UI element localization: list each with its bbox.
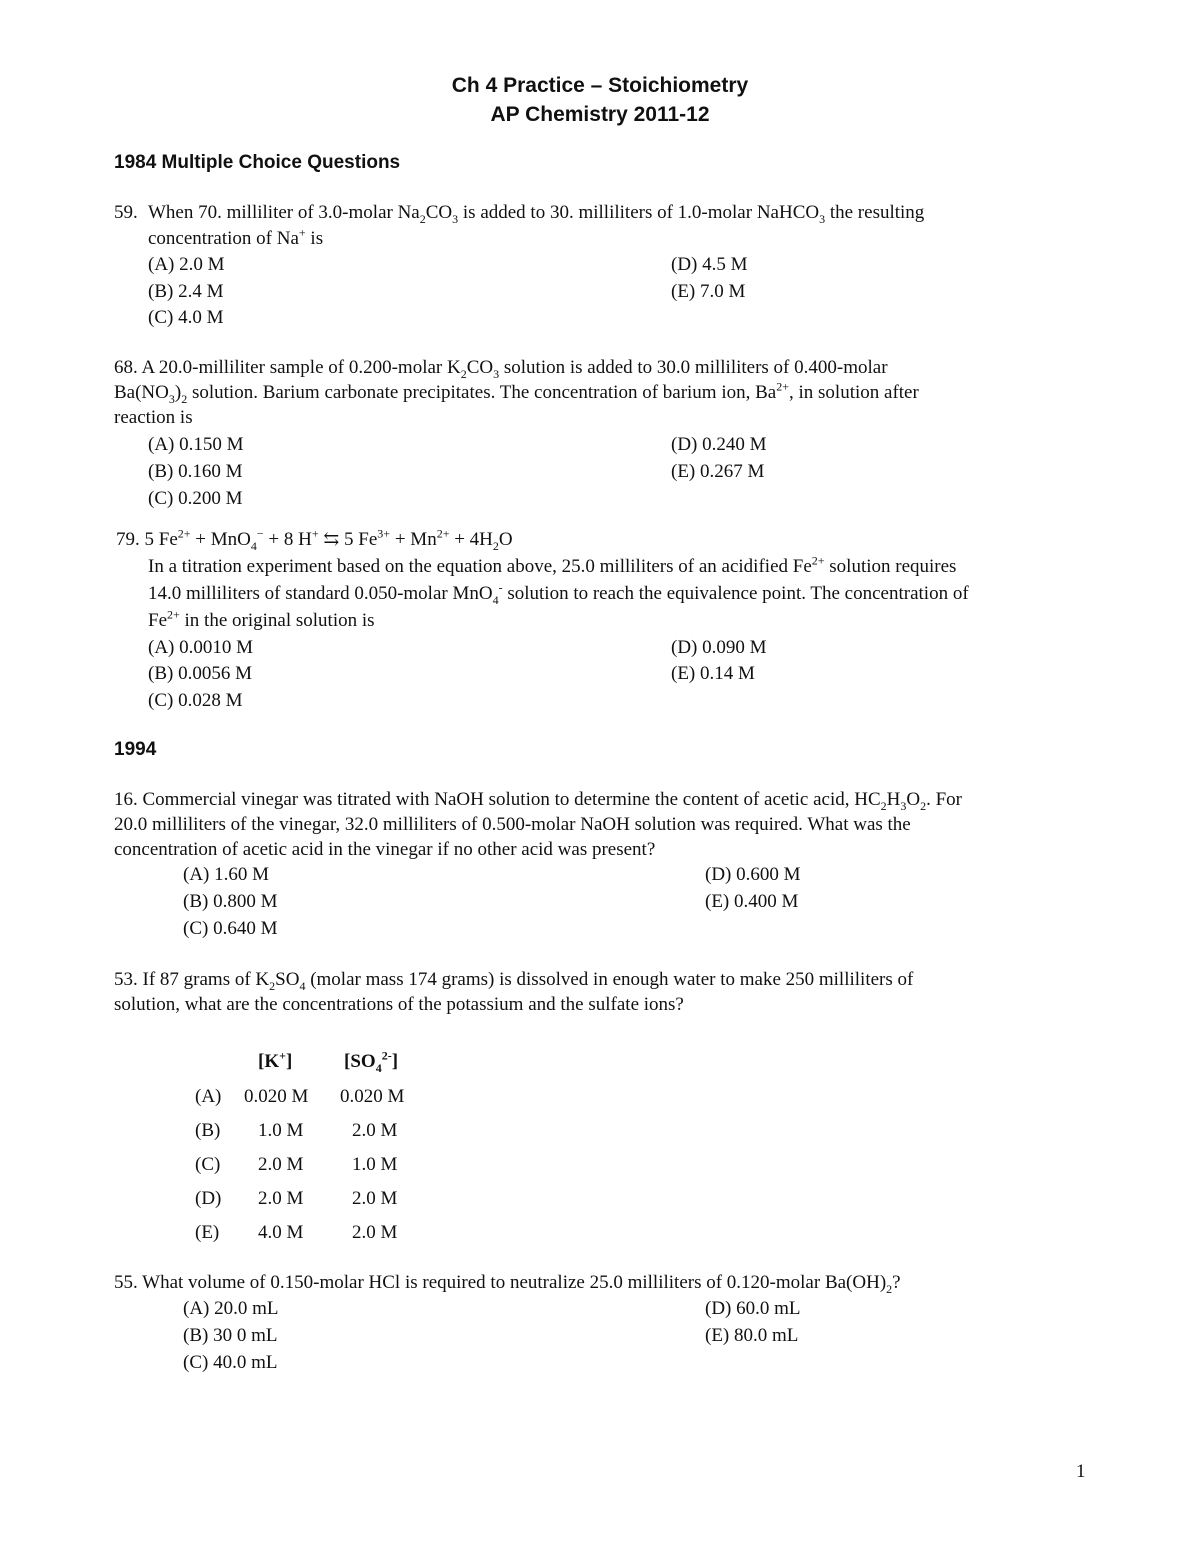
question-59-option-e: (E) 7.0 M xyxy=(671,281,746,302)
question-55-option-a: (A) 20.0 mL xyxy=(183,1298,279,1319)
question-53-row-e-option: (E) xyxy=(195,1222,220,1243)
question-79-line-3: $Fe^{2+}$ in the original solution is xyxy=(148,607,375,631)
question-55-option-b: (B) 30 0 mL xyxy=(183,1325,278,1346)
question-53-row-a-option: (A) xyxy=(195,1086,222,1107)
question-79-line-1: In a titration experiment based on the equation above, 25.0 milliliters of an acidified $Fe^{2+}$ solution requires xyxy=(148,553,957,577)
question-55-option-e: (E) 80.0 mL xyxy=(705,1325,799,1346)
question-53-row-a-k: 0.020 M xyxy=(244,1086,309,1107)
question-68-line-1: 68. A 20.0-milliliter sample of 0.200-molar $K_2CO_3$ solution is added to 30.0 milliliters of 0.400-molar xyxy=(114,357,888,381)
question-16-option-c: (C) 0.640 M xyxy=(183,918,278,939)
question-59-line-1: When 70. milliliter of 3.0-molar $Na_2CO_3$ is added to 30. milliliters of 1.0-molar NaHCO$_3$ the resulting xyxy=(148,202,925,226)
question-16-line-2: 20.0 milliliters of the vinegar, 32.0 milliliters of 0.500-molar NaOH solution was required. What was the xyxy=(114,814,911,835)
question-59-option-d: (D) 4.5 M xyxy=(671,254,748,275)
question-55-option-d: (D) 60.0 mL xyxy=(705,1298,801,1319)
question-16-option-d: (D) 0.600 M xyxy=(705,864,801,885)
section-heading-1994: 1994 xyxy=(114,739,157,760)
question-53-header-k: [K+] xyxy=(258,1048,293,1072)
question-53-row-c-so4: 1.0 M xyxy=(352,1154,398,1175)
question-53-row-d-so4: 2.0 M xyxy=(352,1188,398,1209)
question-68-option-b: (B) 0.160 M xyxy=(148,461,243,482)
question-68-line-3: reaction is xyxy=(114,407,193,428)
question-79-equation: 79. 5 $Fe^{2+} + MnO_4^- + 8$ H+ ⇆ 5 $Fe^{3+} + Mn^{2+} + 4H_2O$ xyxy=(116,526,513,553)
question-53-line-1: 53. If 87 grams of $K_2SO_4$ (molar mass 174 grams) is dissolved in enough water to make 250 milliliters of xyxy=(114,969,914,993)
question-79-option-c: (C) 0.028 M xyxy=(148,690,243,711)
question-79-option-e: (E) 0.14 M xyxy=(671,663,755,684)
question-59-option-a: (A) 2.0 M xyxy=(148,254,225,275)
question-53-row-b-so4: 2.0 M xyxy=(352,1120,398,1141)
question-53-row-a-so4: 0.020 M xyxy=(340,1086,405,1107)
question-53-row-d-k: 2.0 M xyxy=(258,1188,304,1209)
question-68-option-c: (C) 0.200 M xyxy=(148,488,243,509)
question-53-header-so4: $[SO_4^{2-}]$ xyxy=(344,1048,399,1075)
section-heading-1984: 1984 Multiple Choice Questions xyxy=(114,152,401,173)
question-16-line-1: 16. Commercial vinegar was titrated with NaOH solution to determine the content of acetic acid, $HC_2H_3O_2$. For xyxy=(114,789,963,813)
question-53-row-e-k: 4.0 M xyxy=(258,1222,304,1243)
question-16-option-e: (E) 0.400 M xyxy=(705,891,799,912)
question-53-line-2: solution, what are the concentrations of the potassium and the sulfate ions? xyxy=(114,994,684,1015)
page-title: Ch 4 Practice – Stoichiometry xyxy=(451,74,749,97)
question-68-line-2: $Ba(NO_3)_2$ solution. Barium carbonate precipitates. The concentration of barium ion, $Ba^{2+}$, in solution after xyxy=(114,379,919,406)
question-16-option-a: (A) 1.60 M xyxy=(183,864,270,885)
question-53-row-e-so4: 2.0 M xyxy=(352,1222,398,1243)
question-53-row-b-option: (B) xyxy=(195,1120,221,1141)
page-subtitle: AP Chemistry 2011-12 xyxy=(490,103,710,126)
question-59-number: 59. xyxy=(114,202,138,223)
question-53-row-d-option: (D) xyxy=(195,1188,222,1209)
question-59-option-b: (B) 2.4 M xyxy=(148,281,224,302)
page-number: 1 xyxy=(1076,1461,1086,1482)
question-79-option-b: (B) 0.0056 M xyxy=(148,663,252,684)
question-59-line-2: concentration of Na+ is xyxy=(148,225,324,249)
question-55-option-c: (C) 40.0 mL xyxy=(183,1352,278,1373)
question-55-line-1: 55. What volume of 0.150-molar HCl is required to neutralize 25.0 milliliters of 0.120-molar $Ba(OH)_2$? xyxy=(114,1272,901,1296)
question-59-option-c: (C) 4.0 M xyxy=(148,307,224,328)
question-16-line-3: concentration of acetic acid in the vinegar if no other acid was present? xyxy=(114,839,656,860)
question-79-option-d: (D) 0.090 M xyxy=(671,637,767,658)
question-53-row-b-k: 1.0 M xyxy=(258,1120,304,1141)
question-79-line-2: 14.0 milliliters of standard 0.050-molar MnO$_4$- solution to reach the equivalence point. The concentration of xyxy=(148,580,969,607)
question-53-row-c-option: (C) xyxy=(195,1154,221,1175)
question-68-option-a: (A) 0.150 M xyxy=(148,434,244,455)
question-68-option-e: (E) 0.267 M xyxy=(671,461,765,482)
question-53-row-c-k: 2.0 M xyxy=(258,1154,304,1175)
question-68-option-d: (D) 0.240 M xyxy=(671,434,767,455)
question-16-option-b: (B) 0.800 M xyxy=(183,891,278,912)
question-79-option-a: (A) 0.0010 M xyxy=(148,637,254,658)
